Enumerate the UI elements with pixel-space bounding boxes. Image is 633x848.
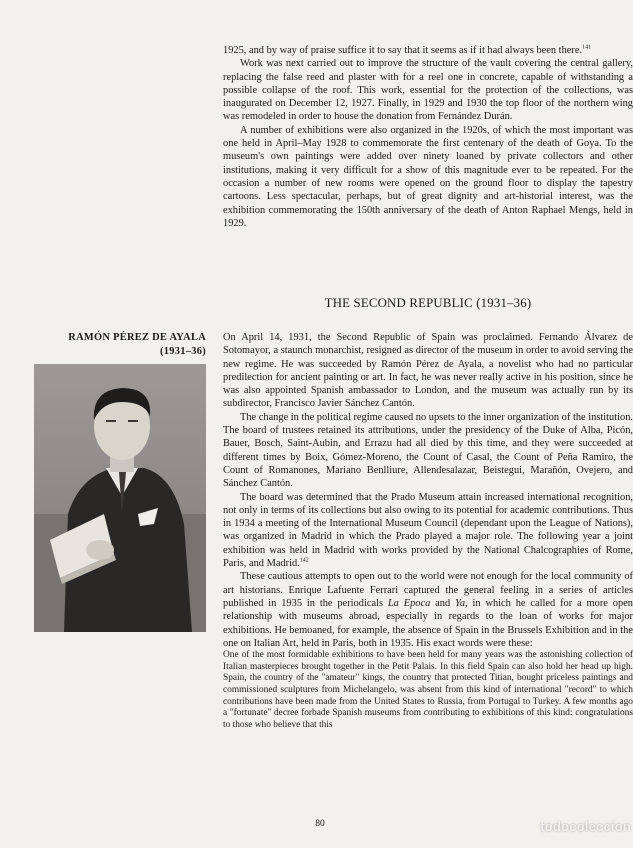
paragraph-2: Work was next carried out to improve the structure of the vault covering the central gallery, replacing the false reed and plaster with for a reel one in concrete, capable of withstanding a possible collapse of the roof. This work, essential for the protection of the collections, was inaugurated on December 12, 1927. Finally, in 1929 and 1930 the top floor of the northern wing was remodeled in order to house the donation from Fernández Durán. xyxy=(223,58,633,123)
footnote-ref: 142 xyxy=(299,557,309,564)
paragraph-3: A number of exhibitions were also organized in the 1920s, of which the most important was one held in April–May 1928 to commemorate the first centenary of the death of Goya. To the museum's own paintings were added over ninety loaned by private collectors and other institutions, making it very difficult for a show of this magnitude ever to be repeated. For the occasion a number of new rooms were opened on the ground floor to display the tapestry cartoons. Less spectacular, perhaps, but of great dignity and art-historial interest, was the exhibition commemorating the 150th anniversary of the death of Anton Raphael Mengs, held in 1929. xyxy=(223,124,633,229)
watermark: todocoleccion xyxy=(540,819,631,834)
caption-years: (1931–36) xyxy=(160,345,206,357)
main-text-block xyxy=(223,331,633,731)
portrait-caption xyxy=(20,331,206,358)
paragraph-4: On April 14, 1931, the Second Republic of Spain was proclaimed. Fernando Álvarez de Sotomayor, a staunch monarchist, resigned as director of the museum in order to avoid serving the new regime. He was succeeded by Ramón Pérez de Ayala, a novelist who had no particular predilection for ancient painting or art. In fact, he was never really active in his position, since he was also appointed Spanish ambassador to London, and the museum was actually run by its subdirector, Francisco Javier Sánchez Cantón. xyxy=(223,332,633,410)
periodical-title: La Epoca xyxy=(387,597,431,609)
paragraph-7-start: These cautious attempts to open out to the world were not enough for the local community of art historians. Enrique Lafuente Ferrari captured the general feeling in a series of articles published in 1935 in the periodicals xyxy=(223,571,633,609)
page-number: 80 xyxy=(315,819,325,829)
paragraph-7-end: , in which he called for a more open relationship with museums abroad, especially in regards to the loan of works for major exhibitions. He bemoaned, for example, the absence of Spain in the Brussels Exhibition and in the one on Italian Art, held in Paris, both in 1935. His exact words were these: xyxy=(223,597,633,649)
paragraph-1: 1925, and by way of praise suffice it to say that it seems as if it had always been there. xyxy=(223,45,583,56)
paragraph-6: The board was determined that the Prado Museum attain increased international recognition, not only in terms of its collections but also owing to its potential for academic contributions. Thus in 1934 a meeting of the International Museum Council (dependant upon the League of Nations), was organized in Madrid in which the Prado played a major role. The following year a joint exhibition was held in Madrid with works provided by the National Chalcographies of Rome, Paris, and Madrid. xyxy=(223,491,633,570)
section-heading: THE SECOND REPUBLIC (1931–36) xyxy=(324,296,532,310)
block-quote: One of the most formidable exhibitions to have been held for many years was the astonishing collection of Italian masterpieces brought together in the Petit Palais. In this field Spain can also hold her head up high. Spain, the country of the "amateur" kings, the country that protected Titian, bought priceless paintings and commissioned sculptures from Michelangelo, was absent from this kind of international "record" to which contributions have been made from the United States to Russia, from Portugal to Turkey. A few months ago a "fortunate" decree forbade Spanish museums from contributing to exhibitions of this kind: congratulations to those who believe that this xyxy=(223,650,633,730)
paragraph-5: The change in the political regime caused no upsets to the inner organization of the institution. The board of trustees retained its attributions, under the presidency of the Duke of Alba, Picón, Bauer, Bosch, Saint-Aubin, and Errazu had all died by this time, and they were succeeded at different times by Boix, Gómez-Moreno, the Count of Casal, the Count of Peña Ramiro, the Count of Romanones, Mariano Benlliure, Allendesalazar, Beistegui, Marañón, Ovejero, and Sánchez Cantón. xyxy=(223,411,633,490)
footnote-ref: 141 xyxy=(582,44,592,51)
portrait-illustration xyxy=(34,364,206,632)
caption-name: RAMÓN PÉREZ DE AYALA xyxy=(68,332,206,343)
top-text-block xyxy=(223,44,633,230)
paragraph-7-conj: and xyxy=(430,597,456,609)
portrait-photo xyxy=(34,364,206,632)
periodical-title: Ya xyxy=(455,597,466,609)
